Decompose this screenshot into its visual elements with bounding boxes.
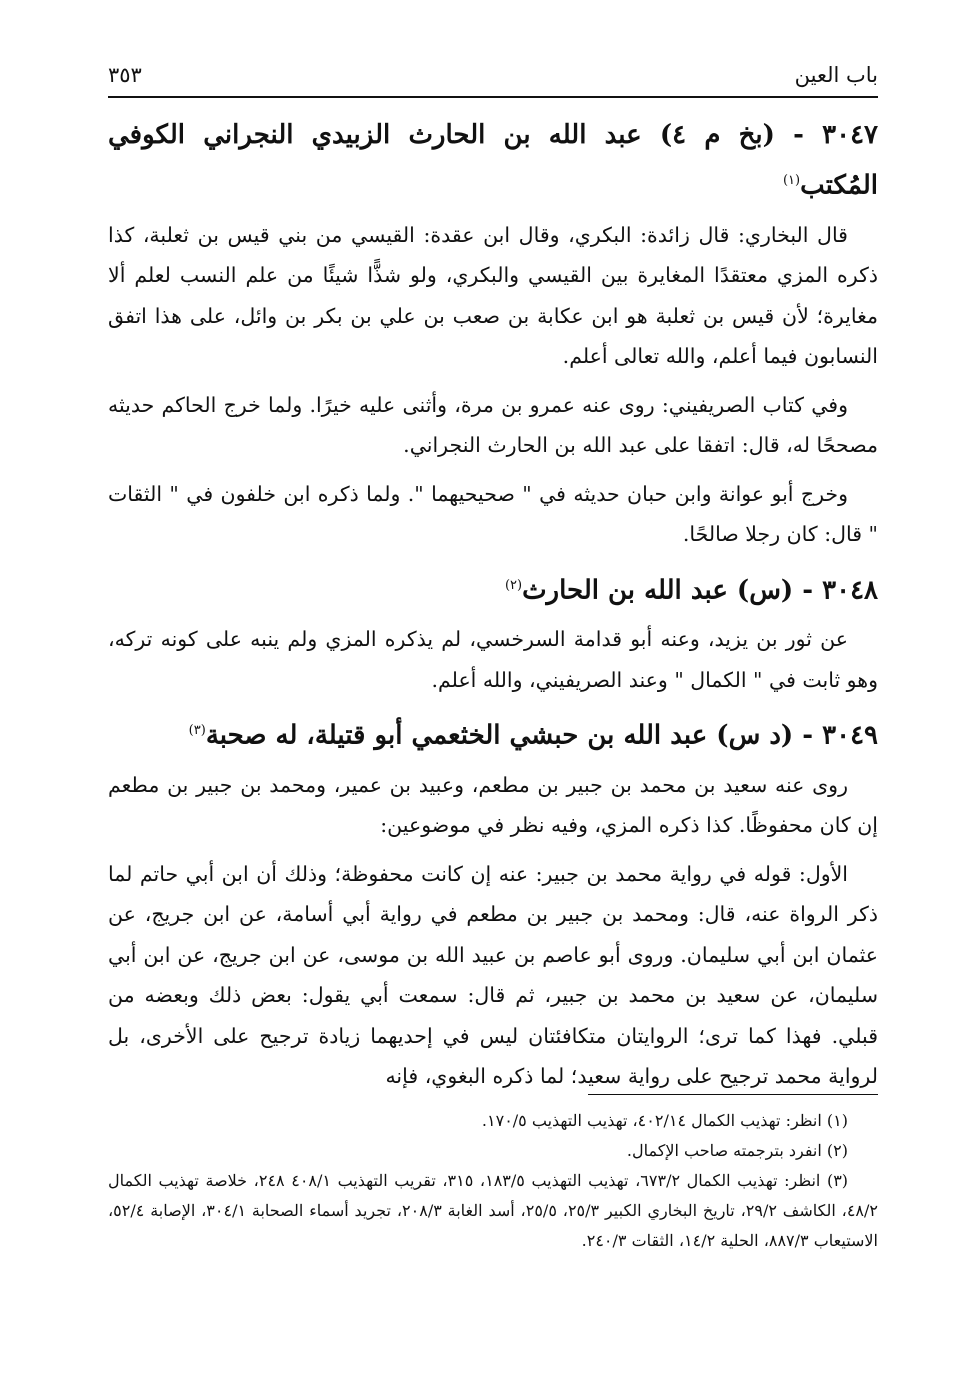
header-rule: [108, 96, 878, 98]
running-header: [108, 58, 878, 92]
footnote-rule: [588, 1094, 878, 1095]
footnotes: [108, 1106, 878, 1256]
footnote-2: (٢) انفرد بترجمته صاحب الإكمال.: [626, 1141, 848, 1160]
page-number: ٣٥٣: [108, 63, 142, 87]
footnote-ref: (١): [782, 173, 801, 188]
footnote-1: (١) انظر: تهذيب الكمال ٤٠٢/١٤، تهذيب التهذيب ١٧٠/٥.: [481, 1111, 848, 1130]
footnote-ref: (٣): [188, 723, 206, 739]
paragraph: الأول: قوله في رواية محمد بن جبير: عنه إن كانت محفوظة؛ وذلك أن ابن أبي حاتم لما ذكر الرواة عنه، قال: ومحمد بن جبير بن مطعم في رواية أبي أسامة، عن ابن جريج، عن عثمان ابن أبي سليمان. وروى أبو عاصم بن عبيد الله بن موسى، عن ابن جريج، عن ابن أبي سليمان، عن سعيد بن محمد بن جبير، ثم قال: سمعت أبي يقول: بعض ذلك وبعضه من قبلي. فهذا كما ترى؛ الروايتان متكافئتان ليس في إحديهما زيادة ترجيح على الأخرى، بل لرواية محمد ترجيح على رواية سعيد؛ لما ذكره البغوي، فإنه: [108, 861, 878, 1089]
paragraph: وفي كتاب الصريفيني: روى عنه عمرو بن مرة، وأثنى عليه خيرًا. ولما خرج الحاكم حديثه مصححًا له، قال: اتفقا على عبد الله بن الحارث النجراني.: [108, 392, 878, 458]
footnote-3: (٣) انظر: تهذيب الكمال ٦٧٣/٢، تهذيب التهذيب ١٨٣/٥، ٣١٥، تقريب التهذيب ٤٠٨/١ ٢٤٨، خلاصة تهذيب الكمال ٤٨/٢، الكاشف ٢٩/٢، تاريخ البخاري الكبير ٢٥/٣، ٢٥/٥، أسد الغابة ٢٠٨/٣، تجريد أسماء الصحابة ٣٠٤/١، الإصابة ٥٢/٤، الاستيعاب ٨٨٧/٣، الحلية ١٤/٢، الثقات ٢٤٠/٣.: [108, 1171, 878, 1250]
paragraph: قال البخاري: قال زائدة: البكري، وقال ابن عقدة: القيسي من بني قيس بن ثعلبة، كذا ذكره المزي معتقدًا المغايرة بين القيسي والبكري، ولو شذًّا شيئًا من علم النسب لعلم ألا مغايرة؛ لأن قيس بن ثعلبة هو ابن عكابة بن صعب بن علي بن بكر بن وائل، على هذا اتفق النسابون فيما أعلم، والله تعالى أعلم.: [108, 222, 878, 369]
entry-heading-text: ٣٠٤٧ - (بخ م ٤) عبد الله بن الحارث الزبيدي النجراني الكوفي المُكتب: [108, 120, 878, 201]
entry-heading-3047: [108, 112, 878, 209]
chapter-title: باب العين: [794, 63, 878, 87]
entry-heading-3049: [108, 708, 878, 759]
paragraph: عن ثور بن يزيد، وعنه أبو قدامة السرخسي، لم يذكره المزي ولم ينبه على كونه تركه، وهو ثابت في " الكمال " وعند الصريفيني، والله أعلم.: [108, 627, 878, 692]
page-body: [108, 112, 878, 1105]
footnote-ref: (٢): [504, 577, 523, 593]
paragraph: روى عنه سعيد بن محمد بن جبير بن مطعم، وعبيد بن عمير، ومحمد بن جبير بن مطعم إن كان محفوظًا. كذا ذكره المزي، وفيه نظر في موضوعين:: [108, 772, 878, 838]
paragraph: وخرج أبو عوانة وابن حبان حديثه في " صحيحيهما ". ولما ذكره ابن خلفون في " الثقات " قال: كان رجلا صالحًا.: [108, 481, 878, 547]
entry-heading-text: ٣٠٤٨ - (س) عبد الله بن الحارث: [522, 575, 878, 606]
entry-heading-text: ٣٠٤٩ - (د س) عبد الله بن حبشي الخثعمي أبو قتيلة، له صحبة: [205, 720, 878, 751]
entry-heading-3048: [108, 563, 878, 614]
